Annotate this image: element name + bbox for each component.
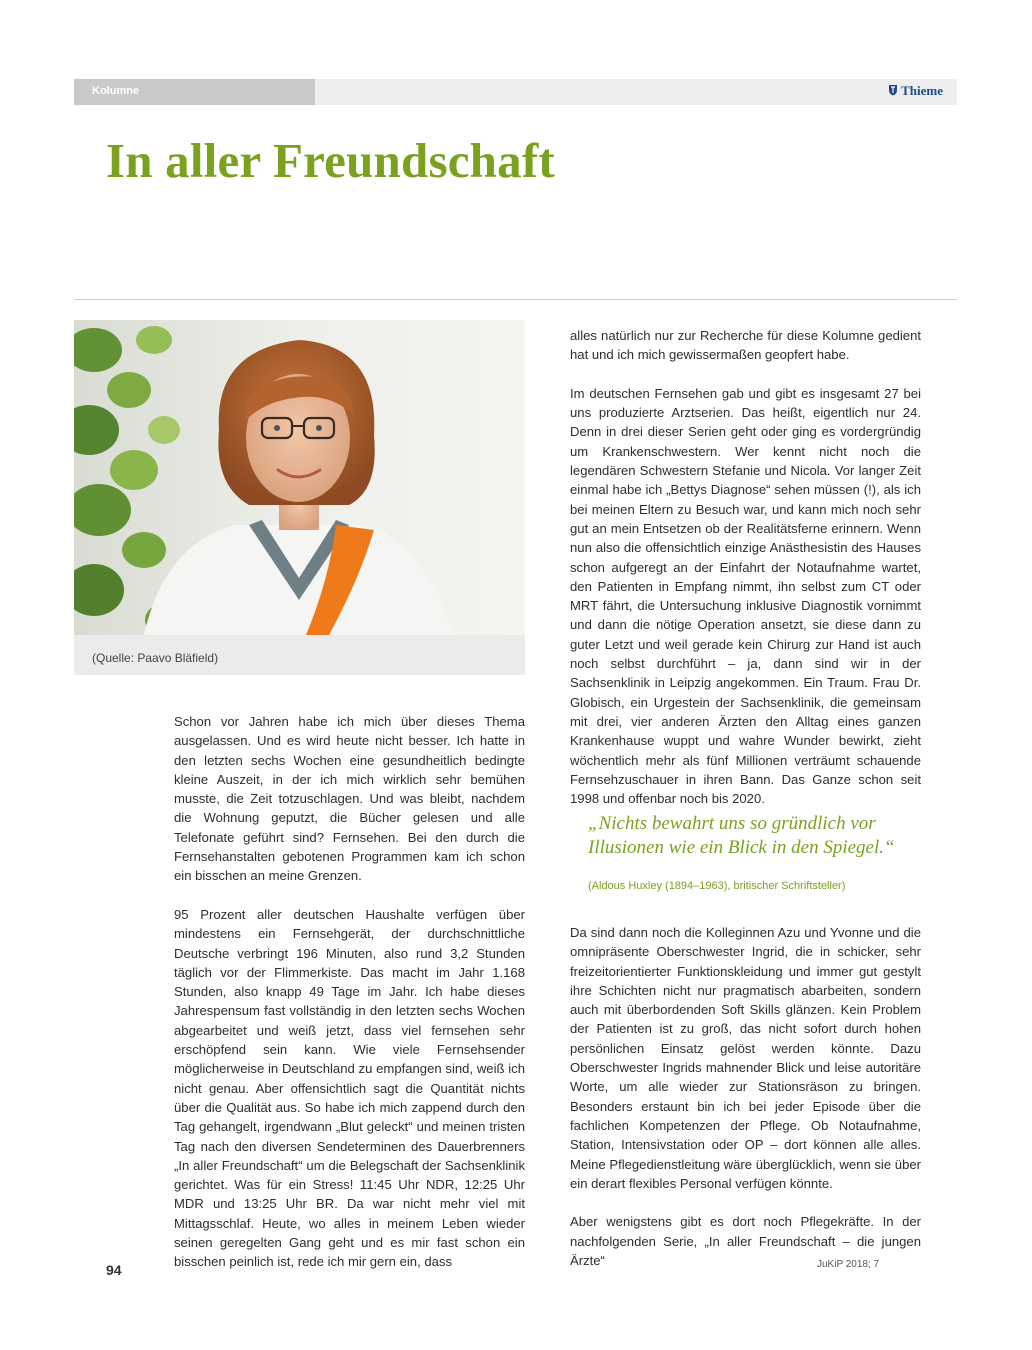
pull-quote: „Nichts bewahrt uns so gründlich vor Illusionen wie ein Blick in den Spiegel.“ [588,813,895,858]
thieme-shield-icon [888,84,898,96]
body-paragraph: Im deutschen Fernsehen gab und gibt es insgesamt 27 bei uns produzierte Arztserien. Das heißt, eigentlich nur 24. Denn in drei dieser Serien geht oder ging es vordergründig um Krankenschwestern. Wer kennt nicht noch die legendären Schwestern Stefanie und Nicola. Vor langer Zeit einmal habe ich „Bettys Diagnose“ sehen müssen (!), als ich bei meinen Eltern zu Besuch war, und kann mich noch sehr gut an mein Entsetzen ob der Realitätsferne erinnern. Wenn nun also die offensichtlich einzige Anästhesistin des Hauses schon aufgeregt an der Einfahrt der Notaufnahme wartet, den Patienten in Empfang nimmt, ihn selbst zum CT oder MRT fährt, die Untersuchung inklusive Diagnostik vornimmt und dann die nötige Operation ansetzt, sie diese dann zu guter Letzt und weil gerade kein Chirurg zur Hand ist auch noch selbst durchführt – ja, dann sind wir in der Sachsenklinik in Leipzig angekommen. Ein Traum. Frau Dr. Globisch, ein Urgestein der Sachsenklinik, die gemeinsam mit drei, vier anderen Ärzten den Alltag eines ganzen Krankenhause wuppt und wahre Wunder bewirkt, zieht wöchentlich mehr als fünf Millionen verträumt schauende Fernsehzuschauer in ihren Bann. Das Ganze schon seit 1998 und offenbar noch bis 2020. [570,385,921,807]
body-paragraph: Schon vor Jahren habe ich mich über dieses Thema ausgelassen. Und es wird heute nicht besser. Ich hatte in den letzten sechs Wochen eine gesundheitlich bedingte kleine Auszeit, in der ich mich wirklich sehr bemühen musste, die Zeit totzuschlagen. Und was bleibt, nachdem die Wohnung geputzt, die Bücher gelesen und alle Telefonate geführt sind? Fernsehen. Bei den durch die Fernsehanstalten gebotenen Programmen kam ich schon ein bisschen an meine Grenzen. [174,714,525,884]
header-bar [74,79,957,105]
brand-logo [888,79,943,105]
page-number: 94 [106,1262,122,1278]
body-paragraph: alles natürlich nur zur Recherche für diese Kolumne gedient hat und ich mich gewissermaßen geopfert habe. [570,328,921,363]
section-label: Kolumne [74,79,315,105]
body-column-right-top [570,326,921,828]
photo-caption: (Quelle: Paavo Bläfield) [92,651,219,665]
photo-caption-box [74,635,525,675]
body-paragraph: Da sind dann noch die Kolleginnen Azu und Yvonne und die omnipräsente Oberschwester Ingrid, die in schicker, sehr freizeitorientierter Funktionskleidung und immer gut gestylt ihre Schichten nicht nur pragmatisch abarbeiten, sondern auch mit überbordenden Soft Skills glänzen. Kein Problem der Patienten ist zu groß, das nicht sofort durch hohen persönlichen Einsatz gelöst werden könnte. Dazu Oberschwester Ingrids mahnender Blick und leise autoritäre Worte, um alle wieder zur Stationsräson zu bringen. Besonders erstaunt bin ich bei jeder Episode über die fachlichen Kompetenzen der Pflege. Ob Notaufnahme, Station, Intensivstation oder OP – dort können alle alles. Meine Pflegedienstleitung wäre überglücklich, wenn sie über ein derart flexibles Personal verfügen könnte. [570,925,921,1191]
body-paragraph: 95 Prozent aller deutschen Haushalte verfügen über mindestens ein Fernsehgerät, der durchschnittliche Deutsche verbringt 196 Minuten, also rund 3,2 Stunden täglich vor der Flimmerkiste. Das macht im Jahr 1.168 Stunden, also knapp 49 Tage im Jahr. Ich habe dieses Jahrespensum fast vollständig in den letzten sechs Wochen abgearbeitet und weiß jetzt, dass viel fernsehen sehr erschöpfend sein kann. Wie viele Fernsehsender möglicherweise in Deutschland zu empfangen sind, weiß ich nicht genau. Aber offensichtlich sagt die Quantität nichts über die Qualität aus. So habe ich mich zappend durch den Tag gehangelt, irgendwann „Blut geleckt“ und meinen tristen Tag nach den diversen Sendeterminen des Dauerbrenners „In aller Freundschaft“ um die Belegschaft der Sachsenklinik gerichtet. Was für ein Stress! 11:45 Uhr NDR, 12:25 Uhr MDR und 13:25 Uhr BR. Da war nicht mehr viel mit Mittagsschlaf. Heute, wo alles in meinem Leben wieder seinen geregelten Gang geht und es mir fast schon ein bisschen peinlich ist, rede ich mir gern ein, dass [174,906,525,1270]
body-column-right-bottom [570,923,921,1290]
brand-name: Thieme [901,83,943,98]
article-title: In aller Freundschaft [106,133,555,188]
body-paragraph: Aber wenigstens gibt es dort noch Pflegekräfte. In der nachfolgenden Serie, „In aller Freundschaft – die jungen Ärzte“ [570,1214,921,1269]
journal-reference: JuKiP 2018; 7 [817,1259,880,1270]
title-divider [74,299,957,300]
pull-quote-source: (Aldous Huxley (1894–1963), britischer Schriftsteller) [588,880,846,892]
body-column-left [174,712,525,1291]
portrait-photo [74,320,525,635]
